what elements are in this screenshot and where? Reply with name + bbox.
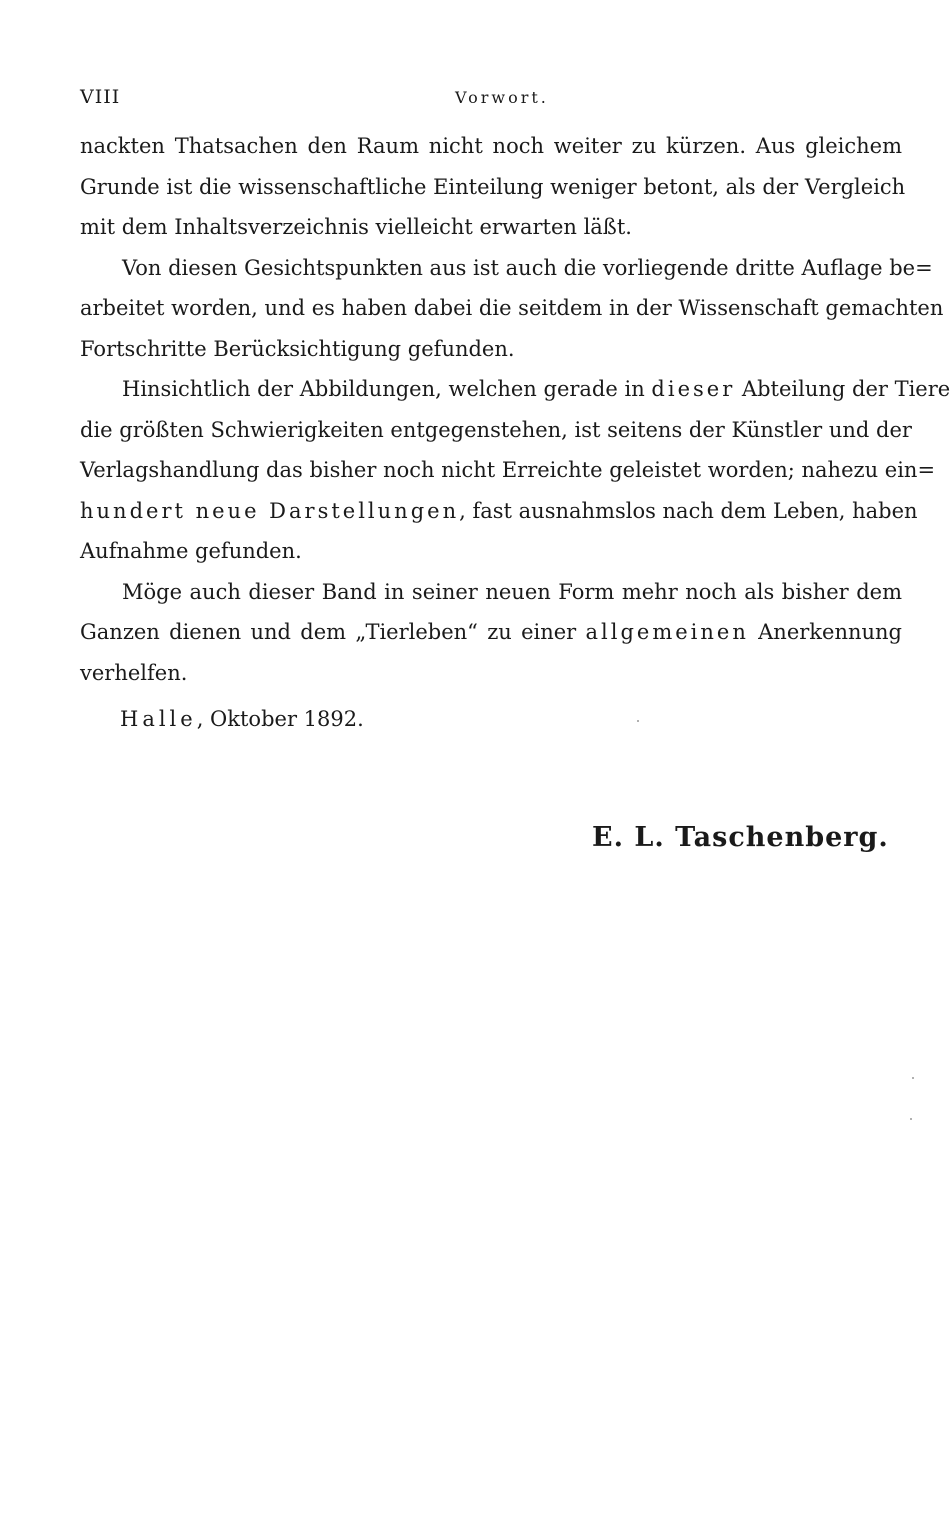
text-fragment: , fast ausnahmslos nach dem Leben, haben [459,498,918,523]
text-line: verhelfen. [80,660,188,685]
text-fragment: Hinsichtlich der Abbildungen, welchen gerade in [122,377,652,401]
text-line: Grunde ist die wissenschaftliche Einteilung weniger betont, als der Vergleich [80,174,906,199]
text-fragment: Abteilung der Tiere [735,377,950,401]
text-line: die größten Schwierigkeiten entgegenstehen, ist seitens der Künstler und der [80,417,912,442]
emphasized-word: allgemeinen [585,620,749,644]
print-speck [637,720,639,722]
text-line: Verlagshandlung das bisher noch nicht Erreichte geleistet worden; nahezu ein= [80,458,936,482]
page-number: VIII [80,86,121,108]
dateline [120,707,364,731]
dateline-place: Halle [120,707,197,731]
text-fragment: Anerkennung [748,620,902,644]
emphasized-word: dieser [651,377,736,401]
text-line: Fortschritte Berücksichtigung gefunden. [80,336,515,361]
text-line: Aufnahme gefunden. [80,539,302,563]
running-head [80,86,902,116]
print-speck [912,1077,914,1079]
author-signature: E. L. Taschenberg. [592,822,889,853]
text-line: Möge auch dieser Band in seiner neuen Form mehr noch als bisher dem [122,579,902,604]
text-line: mit dem Inhaltsverzeichnis vielleicht erwarten läßt. [80,215,632,239]
text-line [80,369,950,410]
text-line: arbeitet worden, und es haben dabei die seitdem in der Wissenschaft gemachten [80,296,944,320]
dateline-date: , Oktober 1892. [196,707,364,731]
text-line [80,612,902,653]
emphasized-phrase: hundert neue Darstellungen [80,498,460,523]
body-text [80,126,950,693]
print-speck [910,1118,912,1120]
text-line [80,491,918,532]
text-line: nackten Thatsachen den Raum nicht noch weiter zu kürzen. Aus gleichem [80,134,902,158]
text-line: Von diesen Gesichtspunkten aus ist auch die vorliegende dritte Auflage be= [122,255,933,280]
text-fragment: Ganzen dienen und dem „Tierleben“ zu einer [80,620,586,644]
running-title: Vorwort. [455,88,549,107]
